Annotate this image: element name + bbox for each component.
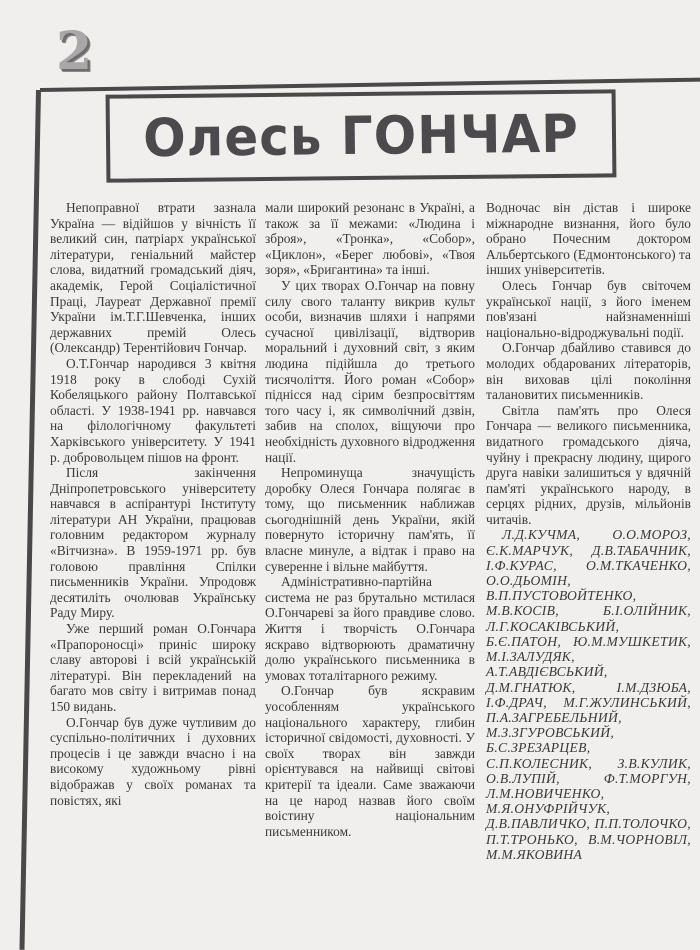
paragraph: Адміністративно-партійна система не раз брутально мстилася О.Гончареві за його правдиве слово. Життя і творчість О.Гончара яскраво відтворюють драматичну долю українського письменника в умовах тоталітарного режиму.	[265, 574, 475, 683]
article-column-2	[265, 200, 475, 839]
article-column-3	[486, 200, 691, 862]
paragraph: Непроминуща значущість доробку Олеся Гончара полягає в тому, що письменник наближав сьогоднішній день України, якій повернуто історичну пам'ять, її власне минуле, а відтак і право на суверенне і вільне майбуття.	[265, 465, 475, 574]
page-number: 2	[56, 21, 93, 82]
paragraph: О.Гончар дбайливо ставився до молодих обдарованих літераторів, він виховав цілі покоління талановитих письменників.	[486, 340, 691, 403]
signatories-list: Л.Д.КУЧМА, О.О.МОРОЗ, Є.К.МАРЧУК, Д.В.ТАБАЧНИК, І.Ф.КУРАС, О.М.ТКАЧЕНКО, О.О.ДЬОМІН, В.П.ПУСТОВОЙТЕНКО, М.В.КОСІВ, Б.І.ОЛІЙНИК, Л.Г.КОСАКІВСЬКИЙ, Б.Є.ПАТОН, Ю.М.МУШКЕТИК, М.І.ЗАЛУДЯК, А.Т.АВДІЄВСЬКИЙ, Д.М.ГНАТЮК, І.М.ДЗЮБА, І.Ф.ДРАЧ, М.Г.ЖУЛИНСЬКИЙ, П.А.ЗАГРЕБЕЛЬНИЙ, М.З.ЗГУРОВСЬКИЙ, Б.С.ЗРЕЗАРЦЕВ, С.П.КОЛЕСНИК, З.В.КУЛИК, О.В.ЛУПІЙ, Ф.Т.МОРГУН, Л.М.НОВИЧЕНКО, М.Я.ОНУФРІЙЧУК, Д.В.ПАВЛИЧКО, П.П.ТОЛОЧКО, П.Т.ТРОНЬКО, В.М.ЧОРНОВІЛ, М.М.ЯКОВИНА	[486, 527, 691, 862]
paragraph: О.Гончар був яскравим уособленням українського національного характеру, глибин історичної свідомості, духовності. У своїх творах він завжди орієнтувався на найвищі світові критерії та ідеали. Саме зважаючи на це народ назвав його своїм воістину національним письменником.	[265, 683, 475, 839]
frame-left-rule	[19, 90, 41, 950]
paragraph: мали широкий резонанс в Україні, а також за її межами: «Людина і зброя», «Тронка», «Собор», «Циклон», «Берег любові», «Твоя зоря», «Бригантина» та інші.	[265, 200, 475, 278]
paragraph: Світла пам'ять про Олеся Гончара — великого письменника, видатного громадського діяча, чуйну і прекрасну людину, щирого друга навіки залишиться у вдячній пам'яті українського народу, в серцях рідних, друзів, мільйонів читачів.	[486, 402, 691, 527]
paragraph: У цих творах О.Гончар на повну силу свого таланту викрив культ особи, визначив шляхи і напрями сучасної цивілізації, відтворив моральний і духовний світ, з яким людина підійшла до третього тисячоліття. Його роман «Собор» піднісся над сірим безпросвіттям того часу і, як символічний дзвін, забив на сполох, віщуючи про необхідність духовного відродження нації.	[265, 277, 475, 465]
paragraph: Після закінчення Дніпропетровського університету навчався в аспірантурі Інституту літератури АН України, працював головним редактором журналу «Вітчизна». В 1959-1971 рр. був головою правління Спілки письменників України. Упродовж десятиліть очолював Українську Раду Миру.	[50, 465, 256, 621]
paragraph: О.Т.Гончар народився 3 квітня 1918 року в слободі Сухій Кобеляцького району Полтавської області. У 1938-1941 рр. навчався на філологічному факультеті Харківського університету. У 1941 р. добровольцем пішов на фронт.	[50, 355, 256, 465]
title-box	[106, 89, 617, 182]
article-title: Олесь ГОНЧАР	[142, 103, 580, 169]
paragraph: Водночас він дістав і широке міжнародне визнання, його було обрано Почесним доктором Альбертського (Едмонтонського) та інших університетів.	[486, 200, 691, 278]
paragraph: Уже перший роман О.Гончара «Прапороносці» приніс широку славу авторові і всій українській літературі. Він перекладений на багато мов світу і витримав понад 150 видань.	[50, 621, 256, 714]
paragraph: Олесь Гончар був світочем української нації, з його іменем пов'язані найзнаменніші національно-відроджувальні події.	[486, 277, 691, 340]
paragraph: Непоправної втрати зазнала Україна — відійшов у вічність її великий син, патріарх української літератури, геніальний майстер слова, видатний громадський діяч, академік, Герой Соціалістичної Праці, Лауреат Державної премії України ім.Т.Г.Шевченка, інших державних премій Олесь (Олександр) Терентійович Гончар.	[50, 200, 256, 356]
article-column-1	[50, 200, 256, 808]
paragraph: О.Гончар був дуже чутливим до суспільно-політичних і духовних процесів і це завжди вчасно і на високому художньому рівні відображав у своїх романах та повістях, які	[50, 714, 256, 808]
